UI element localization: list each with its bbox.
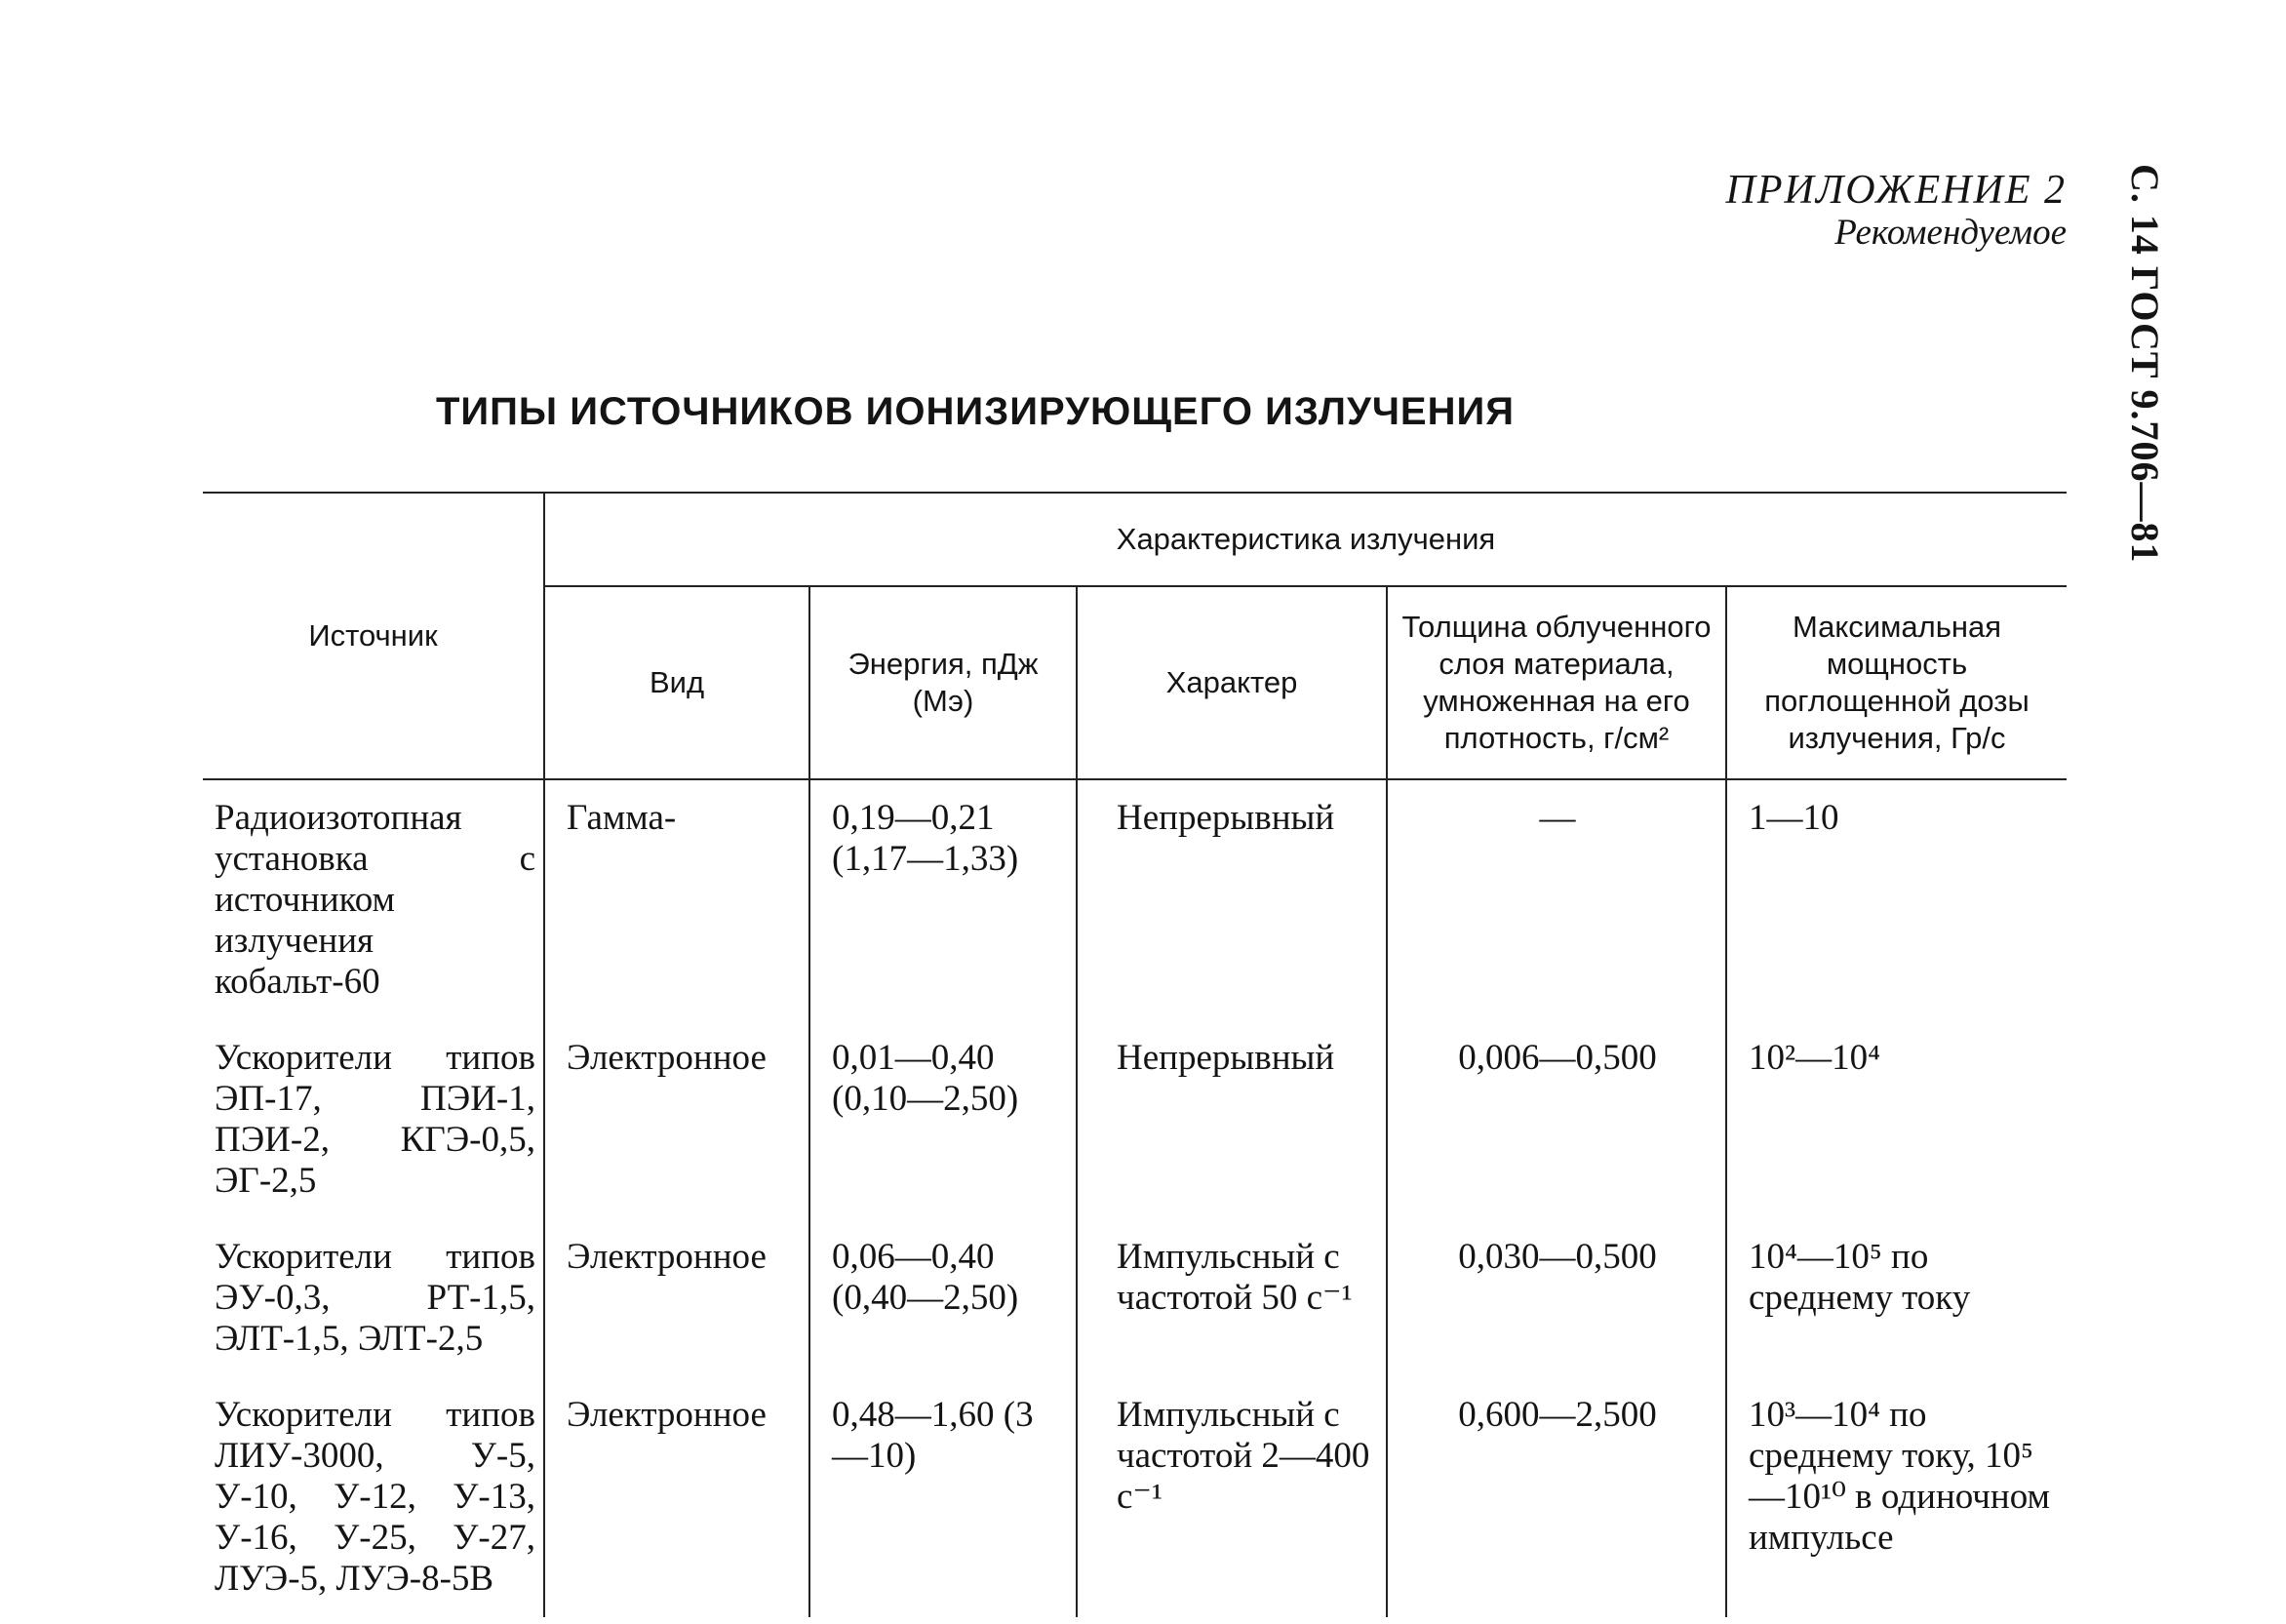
header-source: Источник [203, 493, 544, 779]
table-row [203, 779, 2067, 1020]
cell-source: Ускорители типов ЭП-17, ПЭИ-1, ПЭИ-2, КГЭ-0,5, ЭГ-2,5 [215, 1038, 535, 1201]
cell-source: Ускорители типов ЛИУ-3000, У-5, У-10, У-12, У-13, У-16, У-25, У-27, ЛУЭ-5, ЛУЭ-8-5В [215, 1395, 535, 1599]
cell-dose: 10²—10⁴ [1726, 1020, 2067, 1219]
table-header-row [203, 493, 2067, 586]
header-nature: Характер [1077, 586, 1387, 779]
cell-dose: 10³—10⁴ по среднему току, 10⁵—10¹⁰ в одиночном импульсе [1726, 1377, 2067, 1617]
cell-source: Радиоизотопная установка с источником излучения кобальт-60 [215, 798, 535, 1002]
radiation-sources-table [203, 492, 2067, 1617]
header-dose: Максимальная мощность поглощенной дозы излучения, Гр/с [1726, 586, 2067, 779]
cell-energy: 0,01—0,40 (0,10—2,50) [809, 1020, 1077, 1219]
cell-dose: 10⁴—10⁵ по среднему току [1726, 1219, 2067, 1377]
header-group: Характеристика излучения [544, 493, 2067, 586]
header-thickness: Толщина облученного слоя материала, умноженная на его плотность, г/см² [1387, 586, 1726, 779]
cell-nature: Импульсный с частотой 2—400 с⁻¹ [1077, 1377, 1387, 1617]
appendix-subtitle: Рекомендуемое [1834, 213, 2067, 253]
cell-kind: Электронное [544, 1219, 809, 1377]
cell-kind: Гамма- [544, 779, 809, 1020]
cell-energy: 0,19—0,21 (1,17—1,33) [809, 779, 1077, 1020]
cell-nature: Непрерывный [1077, 779, 1387, 1020]
appendix-block [1726, 168, 2067, 254]
appendix-title: ПРИЛОЖЕНИЕ 2 [1725, 168, 2067, 213]
table-row [203, 1219, 2067, 1377]
cell-thickness: 0,030—0,500 [1387, 1219, 1726, 1377]
document-title: ТИПЫ ИСТОЧНИКОВ ИОНИЗИРУЮЩЕГО ИЗЛУЧЕНИЯ [435, 390, 1515, 433]
cell-nature: Импульсный с частотой 50 с⁻¹ [1077, 1219, 1387, 1377]
running-header: С. 14 ГОСТ 9.706—81 [2123, 164, 2167, 564]
cell-dose: 1—10 [1726, 779, 2067, 1020]
cell-kind: Электронное [544, 1020, 809, 1219]
header-kind: Вид [544, 586, 809, 779]
table-row [203, 1377, 2067, 1617]
cell-thickness: 0,006—0,500 [1387, 1020, 1726, 1219]
cell-source: Ускорители типов ЭУ-0,3, РТ-1,5, ЭЛТ-1,5, ЭЛТ-2,5 [215, 1237, 535, 1359]
cell-nature: Непрерывный [1077, 1020, 1387, 1219]
header-energy: Энергия, пДж (Мэ) [809, 586, 1077, 779]
cell-kind: Электронное [544, 1377, 809, 1617]
cell-energy: 0,48—1,60 (3—10) [809, 1377, 1077, 1617]
cell-energy: 0,06—0,40 (0,40—2,50) [809, 1219, 1077, 1377]
table-row [203, 1020, 2067, 1219]
cell-thickness: 0,600—2,500 [1387, 1377, 1726, 1617]
cell-thickness: — [1387, 779, 1726, 1020]
